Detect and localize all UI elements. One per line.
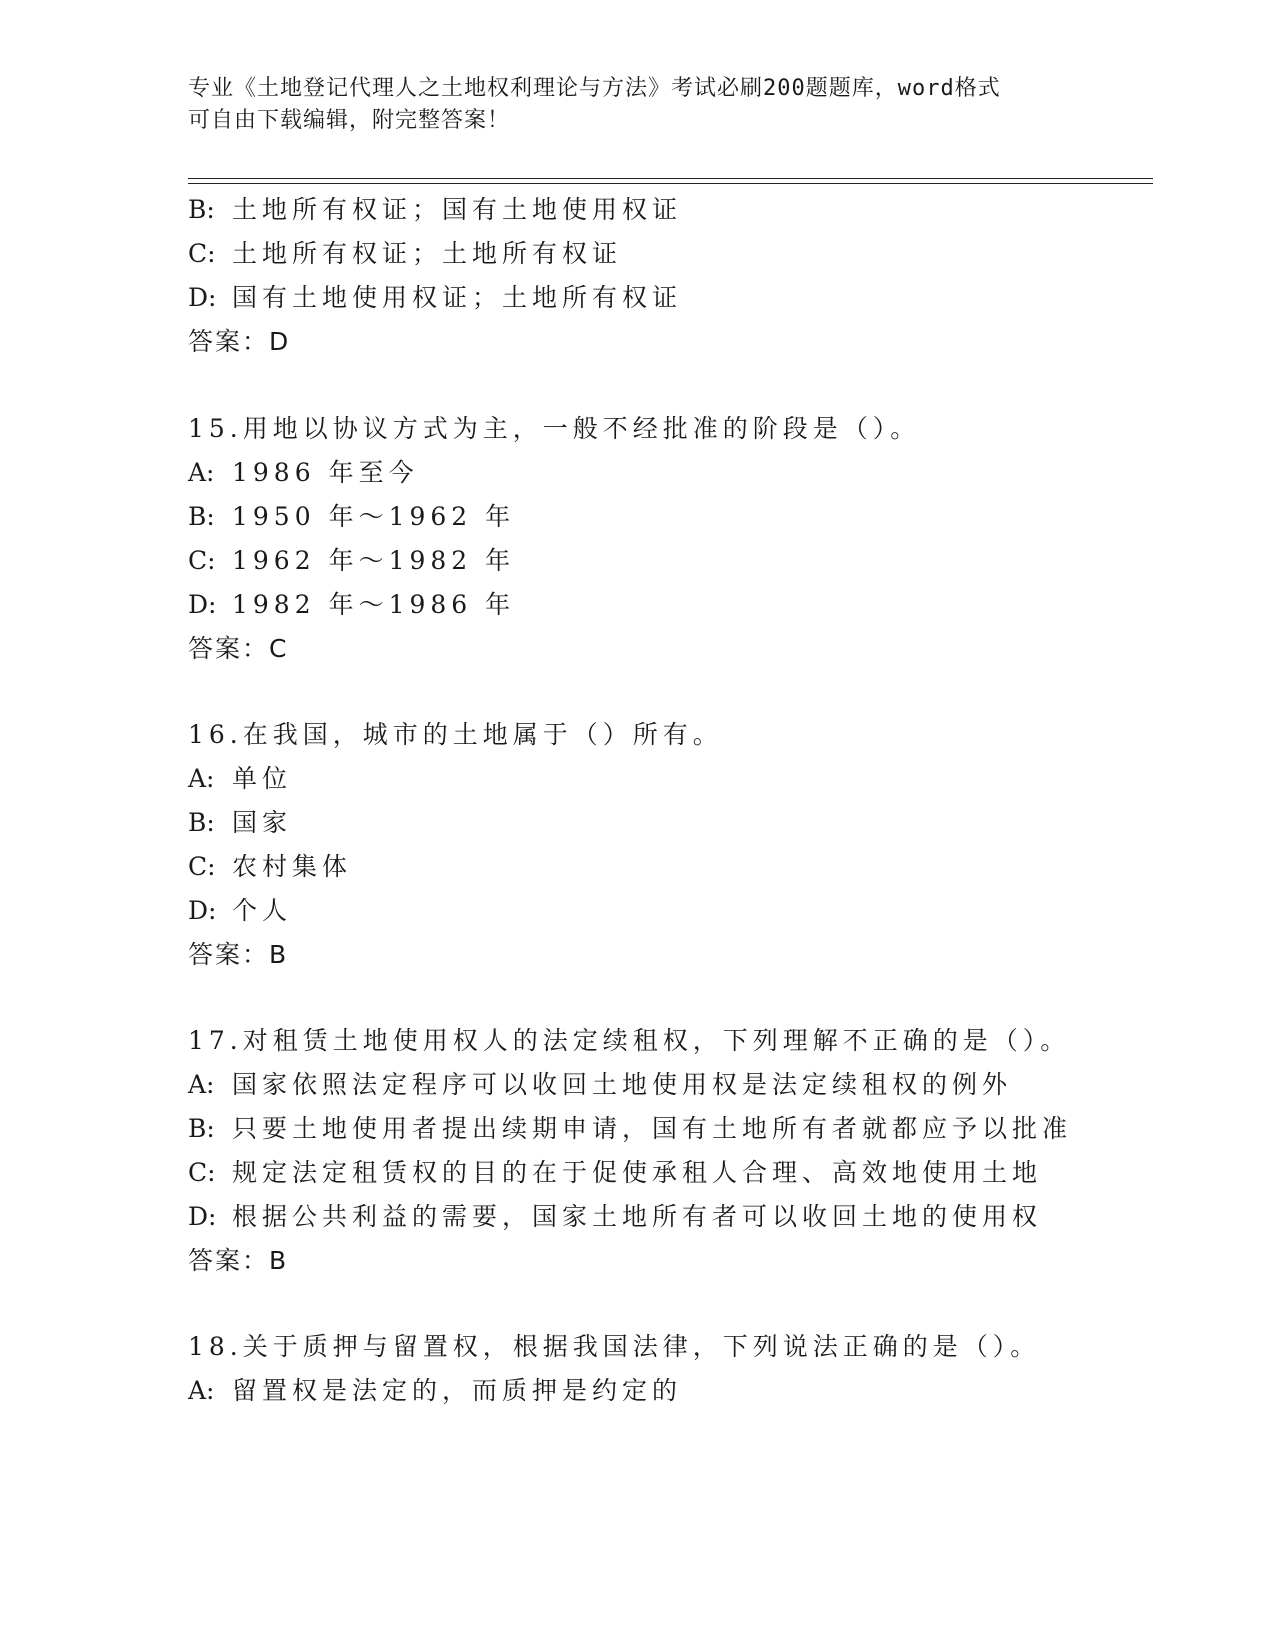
q15-answer: 答案：C	[188, 634, 289, 663]
q15-option-b	[188, 500, 515, 534]
option-text: 1986 年至今	[232, 458, 419, 487]
option-text: 只要土地使用者提出续期申请，国有土地所有者就都应予以批准	[232, 1114, 1073, 1143]
q16-option-c	[188, 850, 352, 884]
q17-option-c	[188, 1156, 1042, 1190]
option-key: B:	[188, 808, 215, 837]
option-key: A:	[188, 1070, 215, 1099]
option-text: 国家	[232, 808, 293, 837]
document-header	[188, 73, 1068, 137]
option-text: 1982 年～1986 年	[232, 590, 516, 619]
header-divider-bottom	[188, 183, 1153, 184]
option-text: 规定法定租赁权的目的在于促使承租人合理、高效地使用土地	[232, 1158, 1043, 1187]
option-text: 1950 年～1962 年	[232, 502, 516, 531]
option-text: 单位	[232, 764, 293, 793]
option-text: 土地所有权证；国有土地使用权证	[232, 195, 683, 224]
q17-option-b	[188, 1112, 1072, 1146]
option-key: D:	[188, 1202, 217, 1231]
q17-question: 17.对租赁土地使用权人的法定续租权，下列理解不正确的是（）。	[188, 1026, 1071, 1055]
option-key: C:	[188, 546, 216, 575]
q18-option-a	[188, 1374, 682, 1408]
q16-question: 16.在我国，城市的土地属于（）所有。	[188, 720, 723, 749]
option-key: B:	[188, 1114, 215, 1143]
q16-option-b	[188, 806, 292, 840]
header-divider-top	[188, 178, 1153, 179]
option-text: 国家依照法定程序可以收回土地使用权是法定续租权的例外	[232, 1070, 1013, 1099]
option-key: C:	[188, 239, 216, 268]
q14-option-b	[188, 193, 682, 227]
q14-option-d	[188, 281, 682, 315]
option-key: A:	[188, 458, 215, 487]
q15-option-d	[188, 588, 515, 622]
option-key: A:	[188, 1376, 215, 1405]
q17-option-d	[188, 1200, 1042, 1234]
option-text: 根据公共利益的需要，国家土地所有者可以收回土地的使用权	[232, 1202, 1043, 1231]
option-key: D:	[188, 590, 217, 619]
q15-question: 15.用地以协议方式为主，一般不经批准的阶段是（）。	[188, 414, 921, 443]
q17-answer: 答案：B	[188, 1246, 289, 1275]
q18-question: 18.关于质押与留置权，根据我国法律，下列说法正确的是（）。	[188, 1332, 1041, 1361]
q14-option-c	[188, 237, 622, 271]
option-key: C:	[188, 1158, 216, 1187]
q15-option-c	[188, 544, 515, 578]
option-key: D:	[188, 283, 217, 312]
q15-option-a	[188, 456, 419, 490]
header-line-2: 可自由下载编辑，附完整答案！	[188, 108, 511, 133]
option-key: A:	[188, 764, 215, 793]
option-text: 土地所有权证；土地所有权证	[232, 239, 623, 268]
option-key: D:	[188, 896, 217, 925]
option-key: B:	[188, 502, 215, 531]
option-text: 农村集体	[232, 852, 353, 881]
option-key: C:	[188, 852, 216, 881]
q16-option-d	[188, 894, 292, 928]
q17-option-a	[188, 1068, 1012, 1102]
option-text: 个人	[232, 896, 293, 925]
q14-answer: 答案：D	[188, 327, 291, 356]
option-text: 国有土地使用权证；土地所有权证	[232, 283, 683, 312]
option-text: 1962 年～1982 年	[232, 546, 516, 575]
header-line-1: 专业《土地登记代理人之土地权利理论与方法》考试必刷200题题库，word格式	[188, 76, 1001, 101]
q16-answer: 答案：B	[188, 940, 289, 969]
option-key: B:	[188, 195, 215, 224]
option-text: 留置权是法定的，而质押是约定的	[232, 1376, 683, 1405]
q16-option-a	[188, 762, 292, 796]
